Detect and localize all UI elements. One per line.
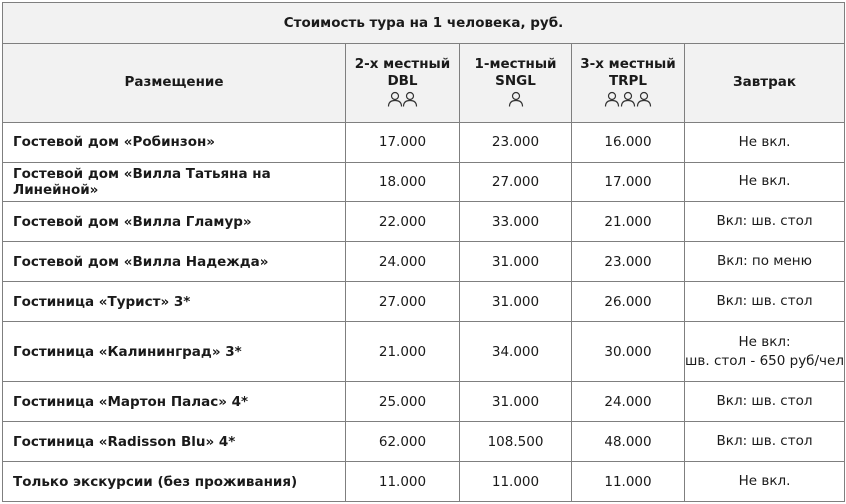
table-row [3, 282, 845, 322]
price-dbl: 17.000 [346, 122, 460, 162]
hotel-name: Гостиница «Мартон Палас» 4* [3, 382, 346, 422]
price-sngl: 31.000 [460, 282, 572, 322]
price-sngl: 31.000 [460, 382, 572, 422]
three-people-icon [572, 91, 684, 109]
price-dbl: 62.000 [346, 422, 460, 462]
column-header-trpl [572, 43, 685, 122]
price-sngl: 33.000 [460, 202, 572, 242]
column-header-placement: Размещение [3, 43, 346, 122]
column-header-sngl-line1: 1-местный [474, 56, 557, 73]
column-header-dbl-line2: DBL [387, 73, 418, 90]
price-trpl: 23.000 [572, 242, 685, 282]
price-table [2, 2, 845, 502]
table-row [3, 162, 845, 202]
hotel-name: Гостевой дом «Робинзон» [3, 122, 346, 162]
title-row [3, 3, 845, 44]
table-row [3, 462, 845, 502]
price-dbl: 24.000 [346, 242, 460, 282]
price-trpl: 48.000 [572, 422, 685, 462]
breakfast-info: Вкл: шв. стол [685, 422, 845, 462]
price-dbl: 25.000 [346, 382, 460, 422]
hotel-name: Гостиница «Калининград» 3* [3, 322, 346, 382]
price-trpl: 21.000 [572, 202, 685, 242]
breakfast-info-line2: шв. стол - 650 руб/чел [685, 352, 844, 369]
two-people-icon [346, 91, 459, 109]
column-header-trpl-line1: 3-х местный [580, 56, 676, 73]
hotel-name: Гостевой дом «Вилла Надежда» [3, 242, 346, 282]
breakfast-info: Не вкл. [685, 122, 845, 162]
hotel-name: Гостиница «Radisson Blu» 4* [3, 422, 346, 462]
price-sngl: 27.000 [460, 162, 572, 202]
hotel-name: Гостиница «Турист» 3* [3, 282, 346, 322]
table-row [3, 122, 845, 162]
price-dbl: 11.000 [346, 462, 460, 502]
price-sngl: 11.000 [460, 462, 572, 502]
breakfast-info-line1: Не вкл: [738, 333, 791, 350]
hotel-name: Только экскурсии (без проживания) [3, 462, 346, 502]
price-dbl: 22.000 [346, 202, 460, 242]
column-header-sngl-line2: SNGL [495, 73, 536, 90]
one-person-icon [460, 91, 571, 109]
hotel-name: Гостевой дом «Вилла Гламур» [3, 202, 346, 242]
price-trpl: 11.000 [572, 462, 685, 502]
table-row [3, 382, 845, 422]
breakfast-info: Вкл: шв. стол [685, 282, 845, 322]
column-header-dbl-line1: 2-х местный [354, 56, 451, 73]
breakfast-info: Не вкл. [685, 162, 845, 202]
breakfast-info: Вкл: шв. стол [685, 382, 845, 422]
price-trpl: 16.000 [572, 122, 685, 162]
table-row [3, 202, 845, 242]
price-sngl: 108.500 [460, 422, 572, 462]
price-sngl: 23.000 [460, 122, 572, 162]
breakfast-info: Вкл: шв. стол [685, 202, 845, 242]
breakfast-info: Вкл: по меню [685, 242, 845, 282]
price-dbl: 21.000 [346, 322, 460, 382]
price-dbl: 27.000 [346, 282, 460, 322]
hotel-name: Гостевой дом «Вилла Татьяна на Линейной» [3, 162, 346, 202]
column-header-trpl-line2: TRPL [608, 73, 648, 90]
table-row [3, 322, 845, 382]
price-trpl: 17.000 [572, 162, 685, 202]
price-trpl: 30.000 [572, 322, 685, 382]
price-trpl: 24.000 [572, 382, 685, 422]
column-header-breakfast: Завтрак [685, 43, 845, 122]
price-sngl: 34.000 [460, 322, 572, 382]
column-header-sngl [460, 43, 572, 122]
price-trpl: 26.000 [572, 282, 685, 322]
price-dbl: 18.000 [346, 162, 460, 202]
table-title: Стоимость тура на 1 человека, руб. [3, 3, 845, 44]
table-row [3, 242, 845, 282]
table-row [3, 422, 845, 462]
price-sngl: 31.000 [460, 242, 572, 282]
breakfast-info: Не вкл. [685, 462, 845, 502]
column-header-dbl [346, 43, 460, 122]
header-row [3, 43, 845, 122]
breakfast-info [685, 322, 845, 382]
